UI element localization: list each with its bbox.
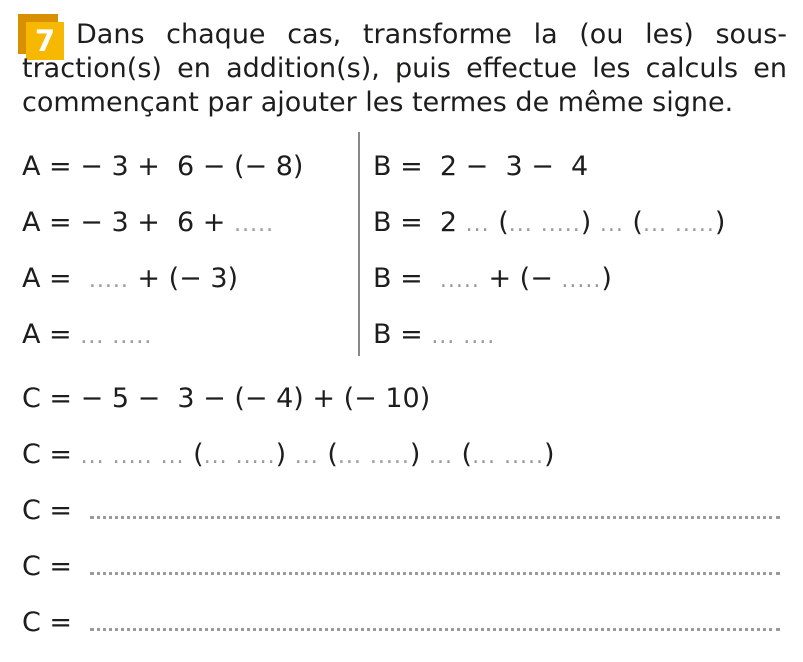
equation-c-line-5: C = (22, 607, 73, 638)
badge-number: 7 (26, 22, 64, 60)
b4-text: B = (373, 319, 432, 350)
a4-blank[interactable]: ... ..... (80, 324, 153, 349)
c2-paren-5: ( (452, 439, 473, 470)
b2-paren-4: ) (714, 207, 726, 238)
b3-end: ) (601, 263, 612, 294)
b2-blank-1[interactable]: ... (465, 212, 490, 237)
equation-b-line-1: B = 2 − 3 − 4 (373, 151, 589, 182)
column-divider (358, 132, 360, 356)
a3-text: A = (22, 263, 89, 294)
b3-mid: + (− (479, 263, 562, 294)
b2-blank-4[interactable]: ... ..... (642, 212, 715, 237)
equation-b-line-3 (373, 263, 612, 297)
c2-paren-1: ( (184, 439, 204, 470)
c2-blank-1[interactable]: ... ..... ... (80, 444, 185, 469)
equation-a-line-1: A = − 3 + 6 − (− 8) (22, 151, 304, 182)
c2-paren-3: ( (318, 439, 338, 470)
c3-answer-line[interactable] (90, 516, 780, 519)
c2-blank-6[interactable]: ... ..... (472, 444, 545, 469)
instruction-text: Dans chaque cas, transforme la (ou les) sous-traction(s) en addition(s), puis effectue les calculs en commençant par ajouter les termes de même signe. (22, 19, 787, 118)
a3-blank[interactable]: ..... (88, 268, 129, 293)
b4-blank[interactable]: ... .... (431, 324, 496, 349)
equation-a-line-2 (22, 207, 274, 241)
a4-text: A = (22, 319, 81, 350)
c2-blank-5[interactable]: ... (428, 444, 453, 469)
c2-blank-2[interactable]: ... ..... (203, 444, 276, 469)
equation-c-line-4: C = (22, 551, 73, 582)
equation-c-line-1: C = − 5 − 3 − (− 4) + (− 10) (22, 383, 431, 414)
c4-answer-line[interactable] (90, 572, 780, 575)
b2-paren-2: ) (580, 207, 600, 238)
b2-paren-1: ( (489, 207, 509, 238)
c2-paren-4: ) (409, 439, 429, 470)
c2-paren-2: ) (275, 439, 295, 470)
c2-text: C = (22, 439, 81, 470)
equation-a-line-3 (22, 263, 238, 297)
c2-blank-4[interactable]: ... ..... (337, 444, 410, 469)
c2-blank-3[interactable]: ... (294, 444, 319, 469)
a2-text: A = − 3 + 6 + (22, 207, 234, 238)
c2-paren-6: ) (544, 439, 555, 470)
b3-text: B = (373, 263, 440, 294)
b2-paren-3: ( (623, 207, 643, 238)
b3-blank-1[interactable]: ..... (439, 268, 480, 293)
b3-blank-2[interactable]: ..... (561, 268, 602, 293)
a3-suffix: + (− 3) (128, 263, 239, 294)
equation-b-line-4 (373, 319, 495, 353)
c5-answer-line[interactable] (90, 628, 780, 631)
equation-c-line-3: C = (22, 495, 73, 526)
b2-blank-2[interactable]: ... ..... (508, 212, 581, 237)
equation-c-line-2 (22, 439, 555, 473)
equation-b-line-2 (373, 207, 725, 241)
exercise-instruction (22, 18, 787, 120)
b2-text: B = 2 (373, 207, 466, 238)
b2-blank-3[interactable]: ... (599, 212, 624, 237)
equation-a-line-4 (22, 319, 152, 353)
a2-blank[interactable]: ..... (233, 212, 274, 237)
